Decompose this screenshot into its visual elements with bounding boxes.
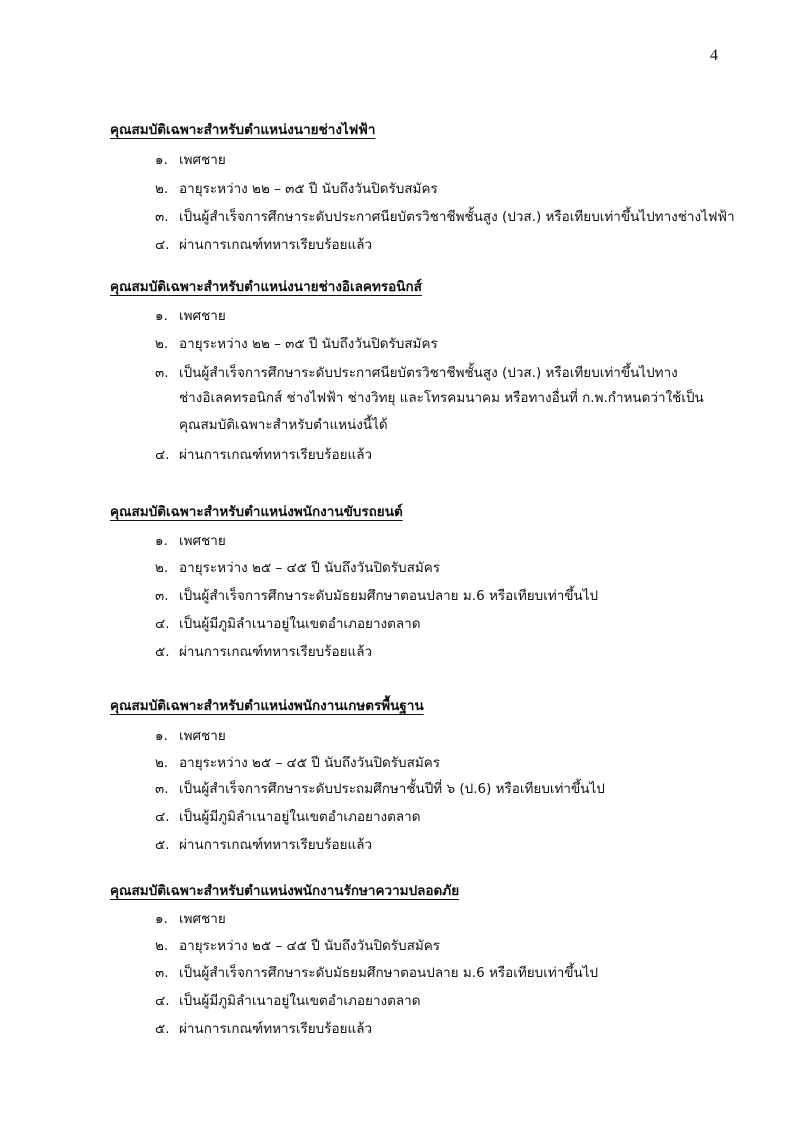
item-number: ๔. — [155, 447, 170, 463]
item-text: เป็นผู้มีภูมิลำเนาอยู่ในเขตอำเภอยางตลาด — [179, 809, 421, 825]
list-item — [155, 443, 372, 465]
list-item — [155, 989, 421, 1011]
list-item — [155, 961, 598, 983]
list-item — [155, 529, 226, 551]
item-text: เพศชาย — [179, 533, 226, 549]
item-number: ๒. — [155, 560, 169, 576]
item-text: เป็นผู้สำเร็จการศึกษาระดับมัธยมศึกษาตอนปลาย ม.6 หรือเทียบเท่าขึ้นไป — [179, 965, 599, 981]
item-number: ๑. — [155, 533, 168, 549]
item-number: ๑. — [155, 308, 168, 324]
item-number: ๑. — [155, 152, 168, 168]
item-text: อายุระหว่าง ๒๕ – ๔๕ ปี นับถึงวันปิดรับสมัคร — [179, 560, 441, 576]
list-item — [155, 304, 226, 326]
item-continuation: ช่างอิเลคทรอนิกส์ ช่างไฟฟ้า ช่างวิทยุ และโทรคมนาคม หรือทางอื่นที่ ก.พ.กำหนดว่าใช้เป็น — [179, 390, 704, 406]
item-text: ผ่านการเกณฑ์ทหารเรียบร้อยแล้ว — [179, 644, 373, 660]
item-text: เป็นผู้มีภูมิลำเนาอยู่ในเขตอำเภอยางตลาด — [179, 616, 421, 632]
list-item — [155, 332, 438, 354]
item-text: เป็นผู้สำเร็จการศึกษาระดับประถมศึกษาชั้นปีที่ ๖ (ป.6) หรือเทียบเท่าขึ้นไป — [179, 781, 605, 797]
list-item — [155, 233, 372, 255]
item-text: ผ่านการเกณฑ์ทหารเรียบร้อยแล้ว — [179, 447, 373, 463]
item-text: อายุระหว่าง ๒๕ – ๔๕ ปี นับถึงวันปิดรับสมัคร — [179, 938, 441, 954]
item-number: ๕. — [155, 837, 170, 853]
item-number: ๒. — [155, 755, 169, 771]
list-item — [155, 751, 440, 773]
item-text: เป็นผู้มีภูมิลำเนาอยู่ในเขตอำเภอยางตลาด — [179, 993, 421, 1009]
section-heading: คุณสมบัติเฉพาะสำหรับตำแหน่งนายช่างไฟฟ้า — [110, 122, 376, 138]
item-number: ๓. — [155, 588, 169, 604]
item-number: ๓. — [155, 209, 169, 225]
item-number: ๓. — [155, 365, 169, 381]
item-number: ๒. — [155, 336, 169, 352]
item-number: ๔. — [155, 809, 170, 825]
list-item — [155, 907, 226, 929]
item-number: ๕. — [155, 644, 170, 660]
item-text: ผ่านการเกณฑ์ทหารเรียบร้อยแล้ว — [179, 1021, 373, 1037]
list-item — [155, 148, 226, 170]
list-item — [155, 833, 372, 855]
item-number: ๒. — [155, 181, 169, 197]
section-heading: คุณสมบัติเฉพาะสำหรับตำแหน่งพนักงานขับรถยนต์ — [110, 504, 403, 520]
item-number: ๑. — [155, 911, 168, 927]
list-item — [155, 361, 678, 383]
item-text: ผ่านการเกณฑ์ทหารเรียบร้อยแล้ว — [179, 237, 373, 253]
item-text: เป็นผู้สำเร็จการศึกษาระดับประกาศนียบัตรวิชาชีพชั้นสูง (ปวส.) หรือเทียบเท่าขึ้นไปทาง — [179, 365, 678, 381]
item-number: ๔. — [155, 237, 170, 253]
list-item — [155, 612, 421, 634]
item-text: เพศชาย — [179, 911, 226, 927]
item-number: ๑. — [155, 728, 168, 744]
item-continuation: คุณสมบัติเฉพาะสำหรับตำแหน่งนี้ได้ — [179, 417, 388, 433]
item-text: เป็นผู้สำเร็จการศึกษาระดับประกาศนียบัตรวิชาชีพชั้นสูง (ปวส.) หรือเทียบเท่าขึ้นไปทางช่างไฟฟ้า — [179, 209, 735, 225]
list-item — [155, 724, 226, 746]
section-heading: คุณสมบัติเฉพาะสำหรับตำแหน่งพนักงานเกษตรพื้นฐาน — [110, 698, 424, 714]
item-number: ๓. — [155, 965, 169, 981]
item-text: อายุระหว่าง ๒๒ – ๓๕ ปี นับถึงวันปิดรับสมัคร — [179, 181, 438, 197]
list-item — [155, 1017, 372, 1039]
item-text: เพศชาย — [179, 308, 226, 324]
list-item — [155, 805, 421, 827]
item-text: เป็นผู้สำเร็จการศึกษาระดับมัธยมศึกษาตอนปลาย ม.6 หรือเทียบเท่าขึ้นไป — [179, 588, 599, 604]
list-item — [155, 777, 605, 799]
item-text: ผ่านการเกณฑ์ทหารเรียบร้อยแล้ว — [179, 837, 373, 853]
list-item — [155, 934, 440, 956]
item-number: ๔. — [155, 993, 170, 1009]
section-heading: คุณสมบัติเฉพาะสำหรับตำแหน่งพนักงานรักษาความปลอดภัย — [110, 883, 460, 899]
item-number: ๔. — [155, 616, 170, 632]
list-item — [155, 556, 440, 578]
section-heading: คุณสมบัติเฉพาะสำหรับตำแหน่งนายช่างอิเลคทรอนิกส์ — [110, 279, 422, 295]
page-number: 4 — [710, 47, 718, 64]
list-item — [155, 584, 598, 606]
list-item — [155, 177, 438, 199]
item-number: ๓. — [155, 781, 169, 797]
list-item — [155, 640, 372, 662]
item-text: อายุระหว่าง ๒๒ – ๓๕ ปี นับถึงวันปิดรับสมัคร — [179, 336, 438, 352]
list-item — [155, 205, 735, 227]
item-text: เพศชาย — [179, 728, 226, 744]
item-text: เพศชาย — [179, 152, 226, 168]
item-text: อายุระหว่าง ๒๕ – ๔๕ ปี นับถึงวันปิดรับสมัคร — [179, 755, 441, 771]
item-number: ๒. — [155, 938, 169, 954]
item-number: ๕. — [155, 1021, 170, 1037]
